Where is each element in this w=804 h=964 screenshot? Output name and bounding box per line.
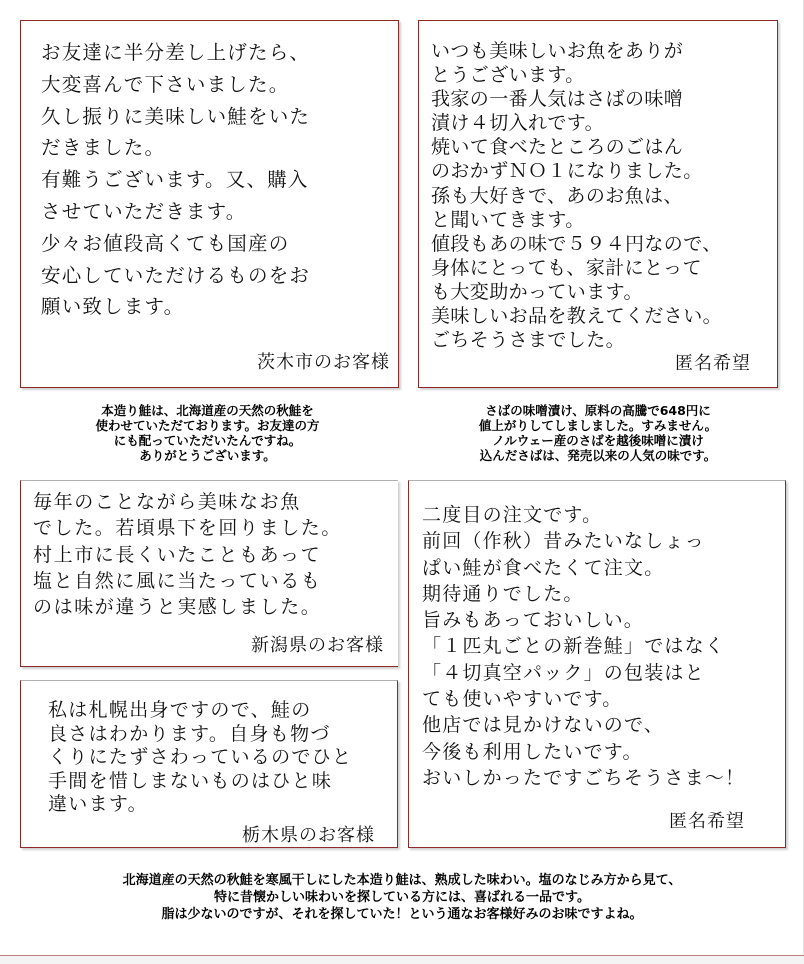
review-card-anonymous-salmon — [408, 480, 786, 848]
review-signature: 栃木県のお客様 — [242, 825, 375, 846]
shop-reply-salmon: 本造り鮭は、北海道産の天然の秋鮭を 使わせていただております。お友達の方 にも配っていただいたんですね。 ありがとうございます。 — [95, 403, 320, 463]
review-text: 二度目の注文です。 前回（作秋）昔みたいなしょっ ぱい鮭が食べたくて注文。 期待通りでした。 旨みもあっておいしい。 「１匹丸ごとの新巻鮭」ではなく 「４切真空パック」の包装はと ても使いやすいです。 他店では見かけないので、 今後も利用したいです。 おいしかったですごちそうさま～！ — [422, 504, 746, 789]
review-text: 毎年のことながら美味なお魚 でした。若頃県下を回りました。 村上市に長くいたこともあって 塩と自然に風に当たっているも のは味が違うと実感しました。 — [33, 491, 343, 619]
review-card-niigata — [20, 480, 398, 667]
review-signature: 新潟県のお客様 — [251, 635, 384, 656]
shop-reply-mackerel: さばの味噌漬け、原料の高騰で648円に 値上がりしてしましました。すみません。 ノルウェー産のさばを越後味噌に漬け 込んださばは、発売以来の人気の味です。 — [478, 403, 718, 463]
review-text: 私は札幌出身ですので、鮭の 良さはわかります。自身も物づ くりにたずさわっているのでひと 手間を惜しまないものはひと味 違います。 — [48, 699, 353, 815]
review-text: いつも美味しいお魚をありが とうございます。 我家の一番人気はさばの味噌 漬け４切入れです。 焼いて食べたところのごはん のおかずＮＯ１になりました。 孫も大好きで、あのお魚は、 と聞いてきます。 値段もあの味で５９４円なので、 身体にとっても、家計にとって も大変助かっています。 美味しいお品を教えてください。 ごちそうさまでした。 — [431, 40, 723, 352]
review-card-anonymous-mackerel — [418, 20, 778, 388]
review-card-tochigi — [20, 680, 398, 848]
footer-strip — [0, 956, 804, 964]
shop-reply-bottom: 北海道産の天然の秋鮭を寒風干しにした本造り鮭は、熟成した味わい。塩のなじみ方から見て、 特に昔懐かしい味わいを探している方には、喜ばれる一品です。 脂は少ないのですが、それを探していた！という通なお客様好みのお味ですよね。 — [122, 873, 682, 922]
review-card-ibaraki — [20, 20, 399, 388]
review-text: お友達に半分差し上げたら、 大変喜んで下さいました。 久し振りに美味しい鮭をいた だきました。 有難うございます。又、購入 させていただきます。 少々お値段高くても国産の 安心していただけるものをお 願い致します。 — [41, 41, 311, 319]
review-signature: 茨木市のお客様 — [257, 352, 390, 373]
review-signature: 匿名希望 — [675, 353, 751, 374]
review-signature: 匿名希望 — [669, 811, 745, 832]
